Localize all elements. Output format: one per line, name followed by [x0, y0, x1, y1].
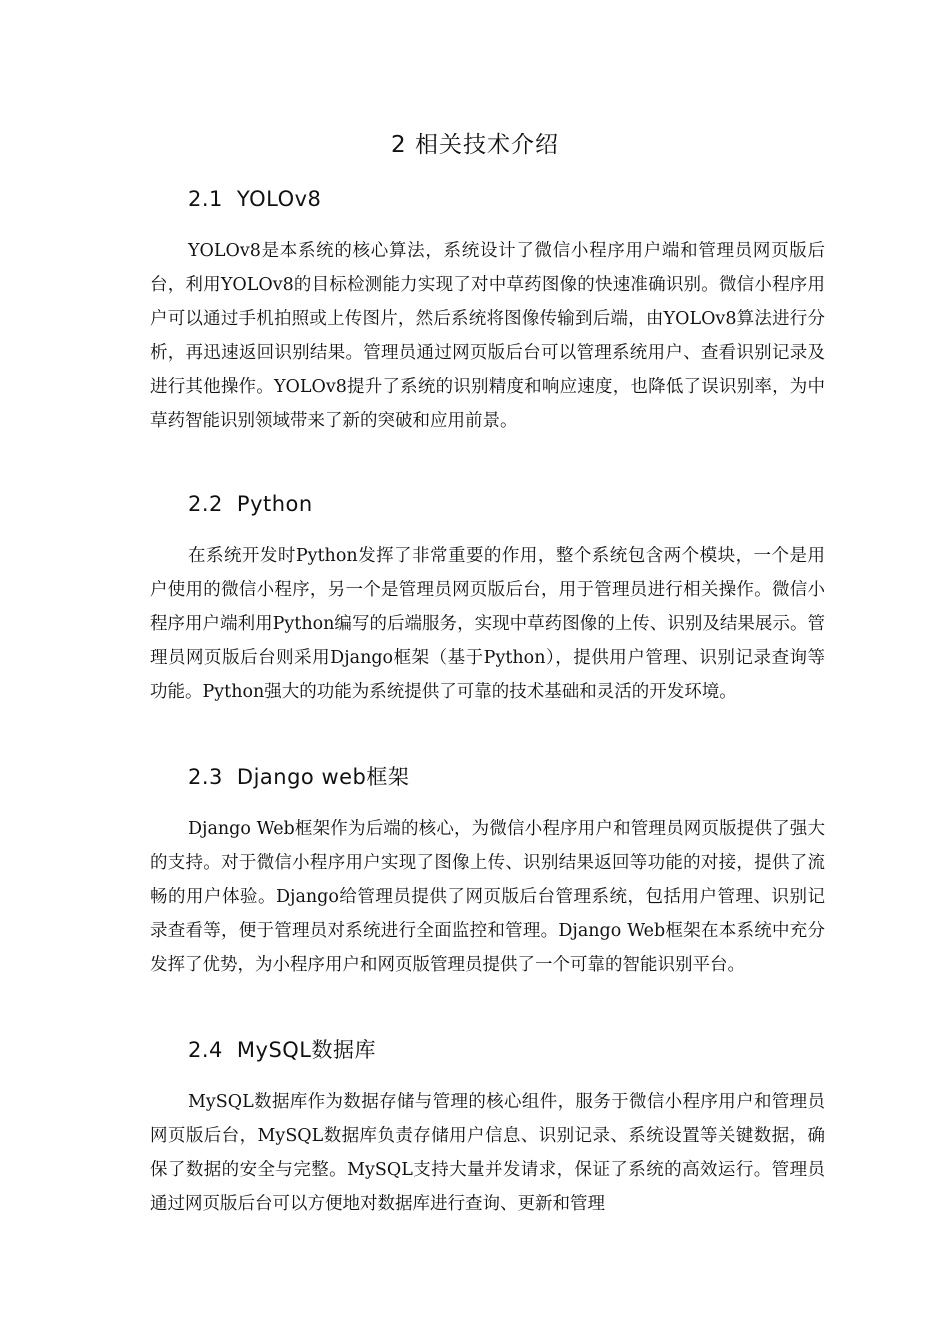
section-paragraph: YOLOv8是本系统的核心算法，系统设计了微信小程序用户端和管理员网页版后台，利用YOLOv8的目标检测能力实现了对中草药图像的快速准确识别。微信小程序用户可以通过手机拍照或上传图片，然后系统将图像传输到后端，由YOLOv8算法进行分析，再迅速返回识别结果。管理员通过网页版后台可以管理系统用户、查看识别记录及进行其他操作。YOLOv8提升了系统的识别精度和响应速度，也降低了误识别率，为中草药智能识别领域带来了新的突破和应用前景。 [150, 241, 825, 431]
section-mysql [150, 1033, 825, 1221]
section-paragraph: MySQL数据库作为数据存储与管理的核心组件，服务于微信小程序用户和管理员网页版后台，MySQL数据库负责存储用户信息、识别记录、系统设置等关键数据，确保了数据的安全与完整。MySQL支持大量并发请求，保证了系统的高效运行。管理员通过网页版后台可以方便地对数据库进行查询、更新和管理 [150, 1092, 825, 1214]
section-python [150, 487, 825, 709]
section-title: YOLOv8 [236, 187, 322, 211]
section-number: 2.4 [188, 1038, 223, 1062]
section-paragraph: Django Web框架作为后端的核心，为微信小程序用户和管理员网页版提供了强大的支持。对于微信小程序用户实现了图像上传、识别结果返回等功能的对接，提供了流畅的用户体验。Django给管理员提供了网页版后台管理系统，包括用户管理、识别记录查看等，便于管理员对系统进行全面监控和管理。Django Web框架在本系统中充分发挥了优势，为小程序用户和网页版管理员提供了一个可靠的智能识别平台。 [150, 819, 825, 975]
section-yolov8 [150, 182, 825, 438]
section-title: MySQL数据库 [236, 1038, 377, 1062]
section-heading [188, 182, 825, 216]
section-heading [188, 487, 825, 521]
section-title: Python [236, 492, 313, 516]
section-title: Django web框架 [236, 765, 410, 789]
section-number: 2.2 [188, 492, 223, 516]
section-heading [188, 760, 825, 794]
section-paragraph: 在系统开发时Python发挥了非常重要的作用，整个系统包含两个模块，一个是用户使用的微信小程序，另一个是管理员网页版后台，用于管理员进行相关操作。微信小程序用户端利用Python编写的后端服务，实现中草药图像的上传、识别及结果展示。管理员网页版后台则采用Django框架（基于Python），提供用户管理、识别记录查询等功能。Python强大的功能为系统提供了可靠的技术基础和灵活的开发环境。 [150, 546, 825, 702]
section-django [150, 760, 825, 982]
section-number: 2.1 [188, 187, 223, 211]
section-heading [188, 1033, 825, 1067]
section-number: 2.3 [188, 765, 223, 789]
chapter-title: 2 相关技术介绍 [391, 132, 559, 158]
